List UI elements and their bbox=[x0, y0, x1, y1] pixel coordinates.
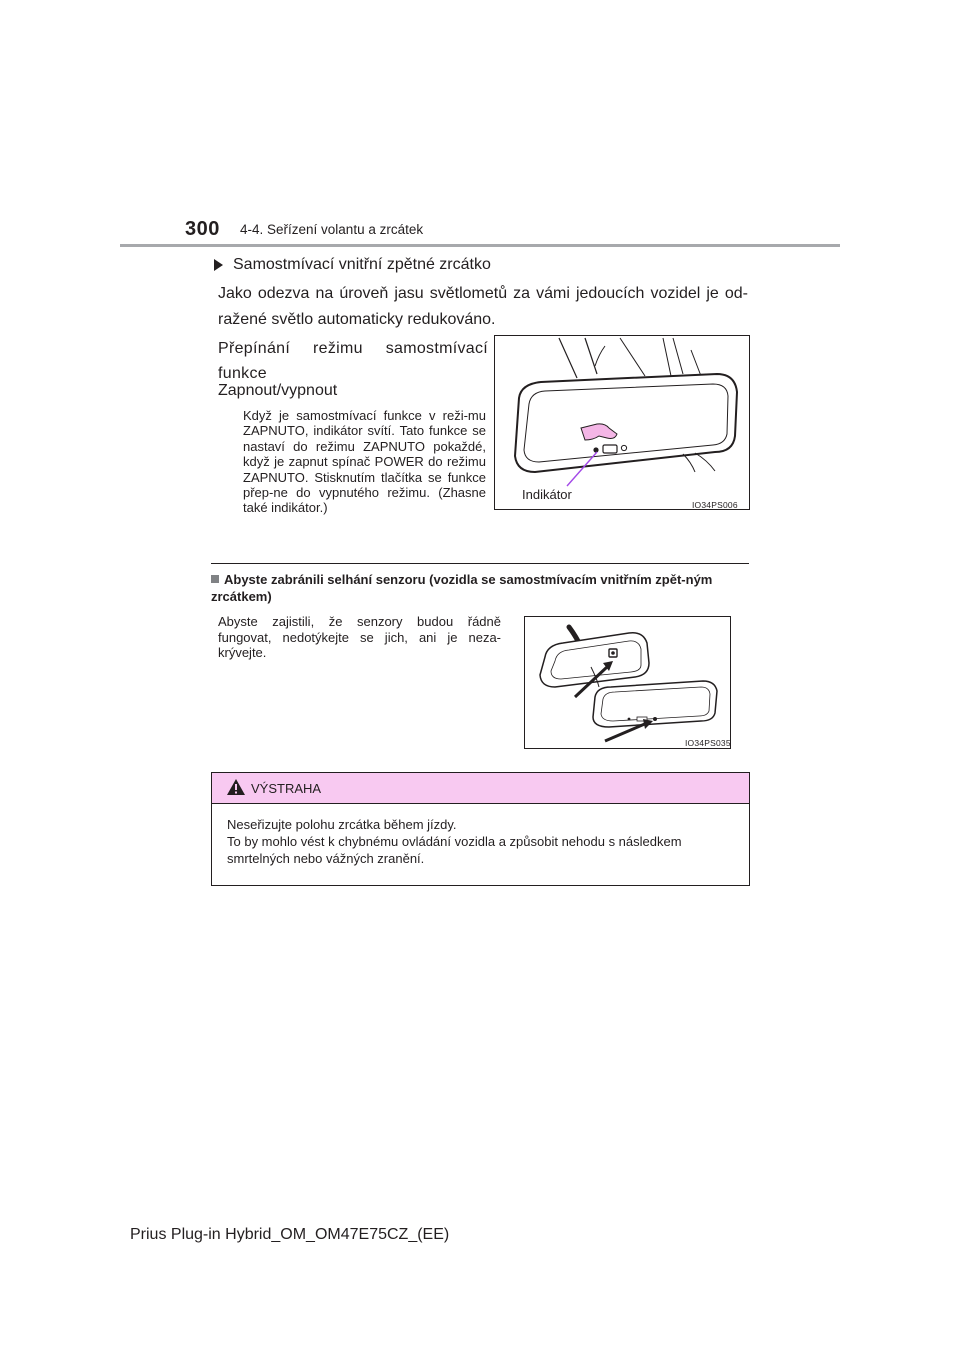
warning-line-1: Neseřizujte polohu zrcátka během jízdy. bbox=[227, 817, 457, 832]
section-divider bbox=[211, 563, 749, 564]
warning-header bbox=[212, 773, 749, 804]
sensor-location-figure bbox=[524, 616, 731, 749]
warning-box bbox=[211, 772, 750, 886]
section-title-text: Samostmívací vnitřní zpětné zrcátko bbox=[233, 256, 491, 273]
subheading-description: Když je samostmívací funkce v reži-mu ZAPNUTO, indikátor svítí. Tato funkce se nastaví do režimu ZAPNUTO pokaždé, když je zapnut spínač POWER do režimu ZAPNUTO. Stisknutím tlačítka se funkce přep-ne do vypnutého režimu. (Zhasne také indikátor.) bbox=[243, 408, 486, 516]
header-divider bbox=[120, 244, 840, 247]
warning-title: VÝSTRAHA bbox=[251, 781, 322, 796]
warning-text bbox=[227, 816, 747, 867]
subheading-toggle: Zapnout/vypnout bbox=[218, 382, 338, 399]
subheading: Přepínání režimu samostmívací funkce bbox=[218, 340, 488, 382]
mirror-indicator-figure bbox=[494, 335, 750, 510]
document-footer: Prius Plug-in Hybrid_OM_OM47E75CZ_(EE) bbox=[130, 1226, 450, 1243]
indicator-label: Indikátor bbox=[522, 487, 572, 502]
figure-code: IO34PS006 bbox=[692, 500, 738, 510]
chapter-title: 4-4. Seřízení volantu a zrcátek bbox=[240, 222, 424, 237]
page-number: 300 bbox=[185, 218, 220, 240]
square-bullet-icon bbox=[211, 575, 219, 583]
bullet-heading-text: Abyste zabránili selhání senzoru (vozidla se samostmívacím vnitřním zpět-ným zrcátkem) bbox=[211, 572, 713, 604]
intro-paragraph: Jako odezva na úroveň jasu světlometů za vámi jedoucích vozidel je od-ražené světlo automaticky redukováno. bbox=[218, 285, 748, 328]
bullet-heading bbox=[211, 571, 751, 605]
section-title bbox=[214, 256, 491, 274]
figure-code: IO34PS035 bbox=[685, 738, 731, 748]
warning-triangle-icon bbox=[226, 778, 246, 796]
mirror-illustration bbox=[495, 336, 749, 509]
sensor-illustration bbox=[525, 617, 730, 748]
bullet-paragraph: Abyste zajistili, že senzory budou řádně fungovat, nedotýkejte se jich, ani je neza-krývejte. bbox=[218, 614, 501, 660]
triangle-bullet-icon bbox=[214, 259, 223, 271]
warning-line-2: To by mohlo vést k chybnému ovládání vozidla a způsobit nehodu s následkem smrtelných nebo vážných zranění. bbox=[227, 834, 682, 866]
